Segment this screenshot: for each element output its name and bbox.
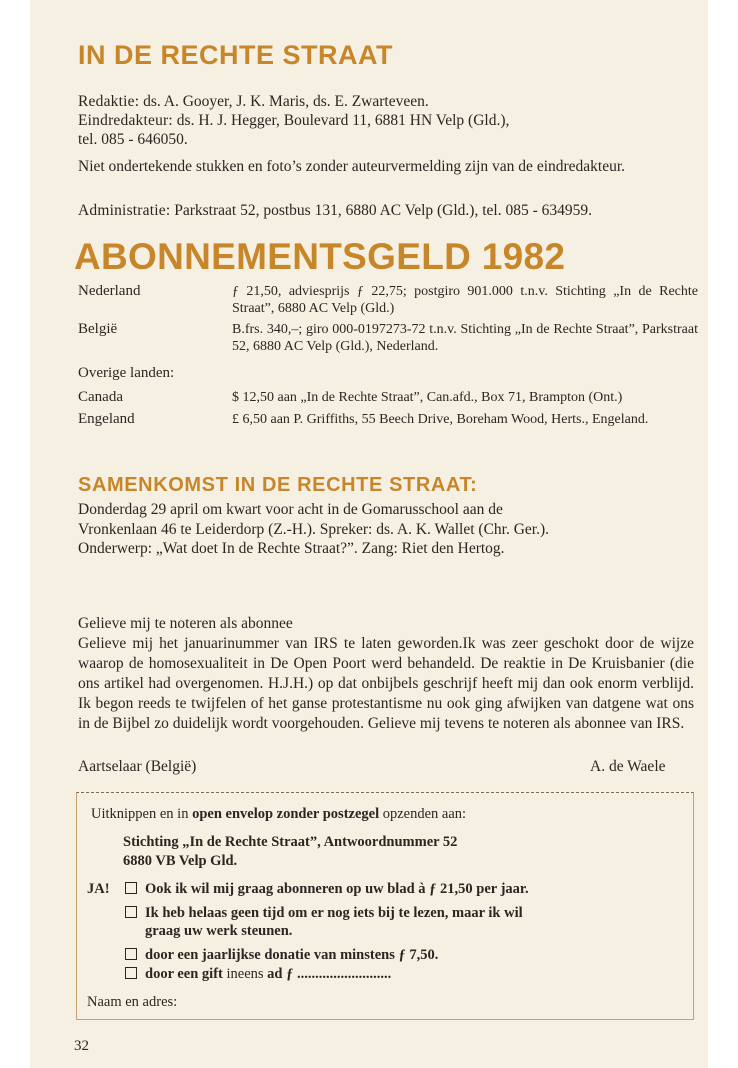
option-support-line2: graag uw werk steunen. <box>145 923 293 939</box>
administratie-line <box>78 201 718 220</box>
redaktie-value: ds. A. Gooyer, J. K. Maris, ds. E. Zwarteveen. <box>143 93 429 110</box>
checkbox-donation[interactable] <box>125 948 137 960</box>
checkbox-gift[interactable] <box>125 967 137 979</box>
country-label: België <box>78 321 118 337</box>
ja-label: JA! <box>87 881 110 897</box>
subscription-coupon <box>76 792 694 1020</box>
letter <box>78 614 694 734</box>
option-subscribe[interactable]: Ook ik wil mij graag abonneren op uw blad à ƒ 21,50 per jaar. <box>125 880 529 898</box>
page-number: 32 <box>74 1038 89 1054</box>
meeting-title: SAMENKOMST IN DE RECHTE STRAAT: <box>78 474 478 496</box>
administratie-value: Parkstraat 52, postbus 131, 6880 AC Velp (Gld.), tel. 085 - 634959. <box>174 202 592 219</box>
redaktie-label: Redaktie: <box>78 93 140 110</box>
letter-author: A. de Waele <box>590 758 666 775</box>
masthead-title: IN DE RECHTE STRAAT <box>78 40 394 70</box>
checkbox-subscribe[interactable] <box>125 882 137 894</box>
rate-text: $ 12,50 aan „In de Rechte Straat”, Can.afd., Box 71, Brampton (Ont.) <box>232 390 623 405</box>
country-label: Overige landen: <box>78 365 175 381</box>
redaktie-line <box>78 92 698 111</box>
notice: Niet ondertekende stukken en foto’s zonder auteurvermelding zijn van de eindredakteur. <box>78 158 626 175</box>
meeting-text: Donderdag 29 april om kwart voor acht in de Gomarusschool aan de Vronkenlaan 46 te Leiderdorp (Z.-H.). Spreker: ds. A. K. Wallet (Chr. Ger.). Onderwerp: „Wat doet In de Rechte Straat?”. Zang: Riet den Hertog. <box>78 501 550 557</box>
telephone: tel. 085 - 646050. <box>78 131 188 148</box>
checkbox-support[interactable] <box>125 906 137 918</box>
country-label: Canada <box>78 389 123 405</box>
magazine-page <box>30 0 708 1068</box>
eindredakteur-line <box>78 111 698 130</box>
letter-place: Aartselaar (België) <box>78 758 197 775</box>
rate-text: B.frs. 340,–; giro 000-0197273-72 t.n.v. Stichting „In de Rechte Straat”, Parkstraat 52, 6880 AC Velp (Gld.), Nederland. <box>232 322 698 354</box>
name-address-label: Naam en adres: <box>87 994 178 1010</box>
option-gift[interactable]: door een gift ineens ad ƒ .......................... <box>125 965 391 983</box>
letter-title: Gelieve mij te noteren als abonnee <box>78 615 293 632</box>
eindredakteur-value: ds. H. J. Hegger, Boulevard 11, 6881 HN Velp (Gld.), <box>176 112 510 129</box>
option-donation[interactable]: door een jaarlijkse donatie van minstens ƒ 7,50. <box>125 946 438 964</box>
coupon-address-line1: Stichting „In de Rechte Straat”, Antwoordnummer 52 <box>123 834 458 850</box>
rate-text: ƒ 21,50, adviesprijs ƒ 22,75; postgiro 901.000 t.n.v. Stichting „In de Rechte Straat”, 6880 AC Velp (Gld.) <box>232 284 698 316</box>
letter-body: Gelieve mij het januarinummer van IRS te laten geworden.Ik was zeer geschokt door de wijze waarop de homosexualiteit in De Open Poort werd behandeld. De reaktie in De Kruisbanier (die ons artikel had overgenomen. H.J.H.) op dat onbijbels geschrijf heeft mij dan ook enorm verblijd. Ik begon reeds te twijfelen of het ganse protestantisme nu ook ging afwijken van datgene wat ons in de Bijbel zo duidelijk wordt voorgehouden. Gelieve mij tevens te noteren als abonnee van IRS. <box>78 635 694 732</box>
rate-text: £ 6,50 aan P. Griffiths, 55 Beech Drive, Boreham Wood, Herts., Engeland. <box>232 412 649 427</box>
administratie-label: Administratie: <box>78 202 171 219</box>
option-support[interactable]: Ik heb helaas geen tijd om er nog iets bij te lezen, maar ik wil <box>125 904 523 922</box>
country-label: Engeland <box>78 411 135 427</box>
eindredakteur-label: Eindredakteur: <box>78 112 173 129</box>
coupon-address-line2: 6880 VB Velp Gld. <box>123 853 238 869</box>
coupon-instruction: Uitknippen en in open envelop zonder postzegel opzenden aan: <box>91 806 467 822</box>
country-label: Nederland <box>78 283 141 299</box>
subscription-title: ABONNEMENTSGELD 1982 <box>74 236 566 277</box>
